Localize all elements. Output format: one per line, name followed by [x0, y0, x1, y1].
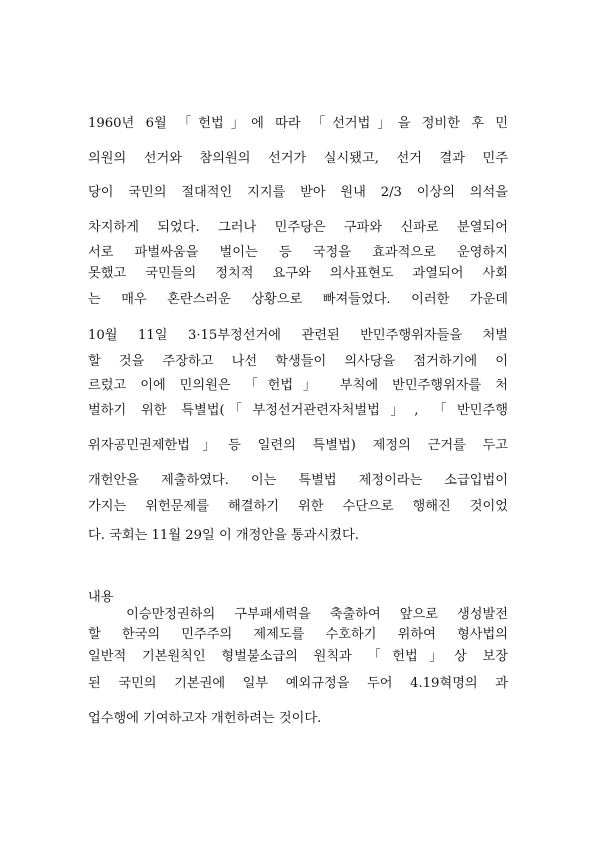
body-line: 1960년 6월 「헌법」에 따라 「선거법」을 정비한 후 민: [88, 116, 508, 131]
content-line: 일반적 기본원칙인 형벌불소급의 원칙과 「헌법」상 보장: [88, 649, 508, 664]
body-line: 차지하게 되었다. 그러나 민주당은 구파와 신파로 분열되어: [88, 220, 508, 235]
body-line: 가지는 위헌문제를 해결하기 위한 수단으로 행해진 것이었: [88, 499, 508, 514]
body-line: 못했고 국민들의 정치적 요구와 의사표현도 과열되어 사회: [88, 266, 508, 281]
body-line: 서로 파벌싸움을 벌이는 등 국정을 효과적으로 운영하지: [88, 245, 508, 260]
body-line: 는 매우 혼란스러운 상황으로 빠져들었다. 이러한 가운데: [88, 292, 508, 307]
body-line: 할 것을 주장하고 나선 학생들이 의사당을 점거하기에 이: [88, 354, 508, 369]
body-line: 당이 국민의 절대적인 지지를 받아 원내 2/3 이상의 의석을: [88, 185, 508, 200]
content-line: 할 한국의 민주주의 제제도를 수호하기 위하여 형사법의: [88, 627, 508, 642]
body-line: 의원의 선거와 참의원의 선거가 실시됐고, 선거 결과 민주: [88, 151, 508, 166]
body-line: 르렀고 이에 민의원은 「헌법」 부칙에 반민주행위자를 처: [88, 378, 508, 393]
content-line: 업수행에 기여하고자 개헌하려는 것이다.: [88, 711, 322, 726]
body-line: 다. 국회는 11월 29일 이 개정안을 통과시켰다.: [88, 528, 359, 543]
body-line: 개헌안을 제출하였다. 이는 특별법 제정이라는 소급입법이: [88, 473, 508, 488]
body-line: 10월 11일 3·15부정선거에 관련된 반민주행위자들을 처벌: [88, 328, 508, 343]
section-heading: 내용: [88, 590, 114, 605]
body-line: 위자공민권제한법」등 일련의 특별법) 제정의 근거를 두고: [88, 438, 508, 453]
content-line: 된 국민의 기본권에 일부 예외규정을 두어 4.19혁명의 과: [88, 676, 508, 691]
body-line: 벌하기 위한 특별법(「부정선거관련자처벌법」, 「반민주행: [88, 403, 508, 418]
content-line: 이승만정권하의 구부패세력을 축출하여 앞으로 생성발전: [88, 607, 508, 622]
